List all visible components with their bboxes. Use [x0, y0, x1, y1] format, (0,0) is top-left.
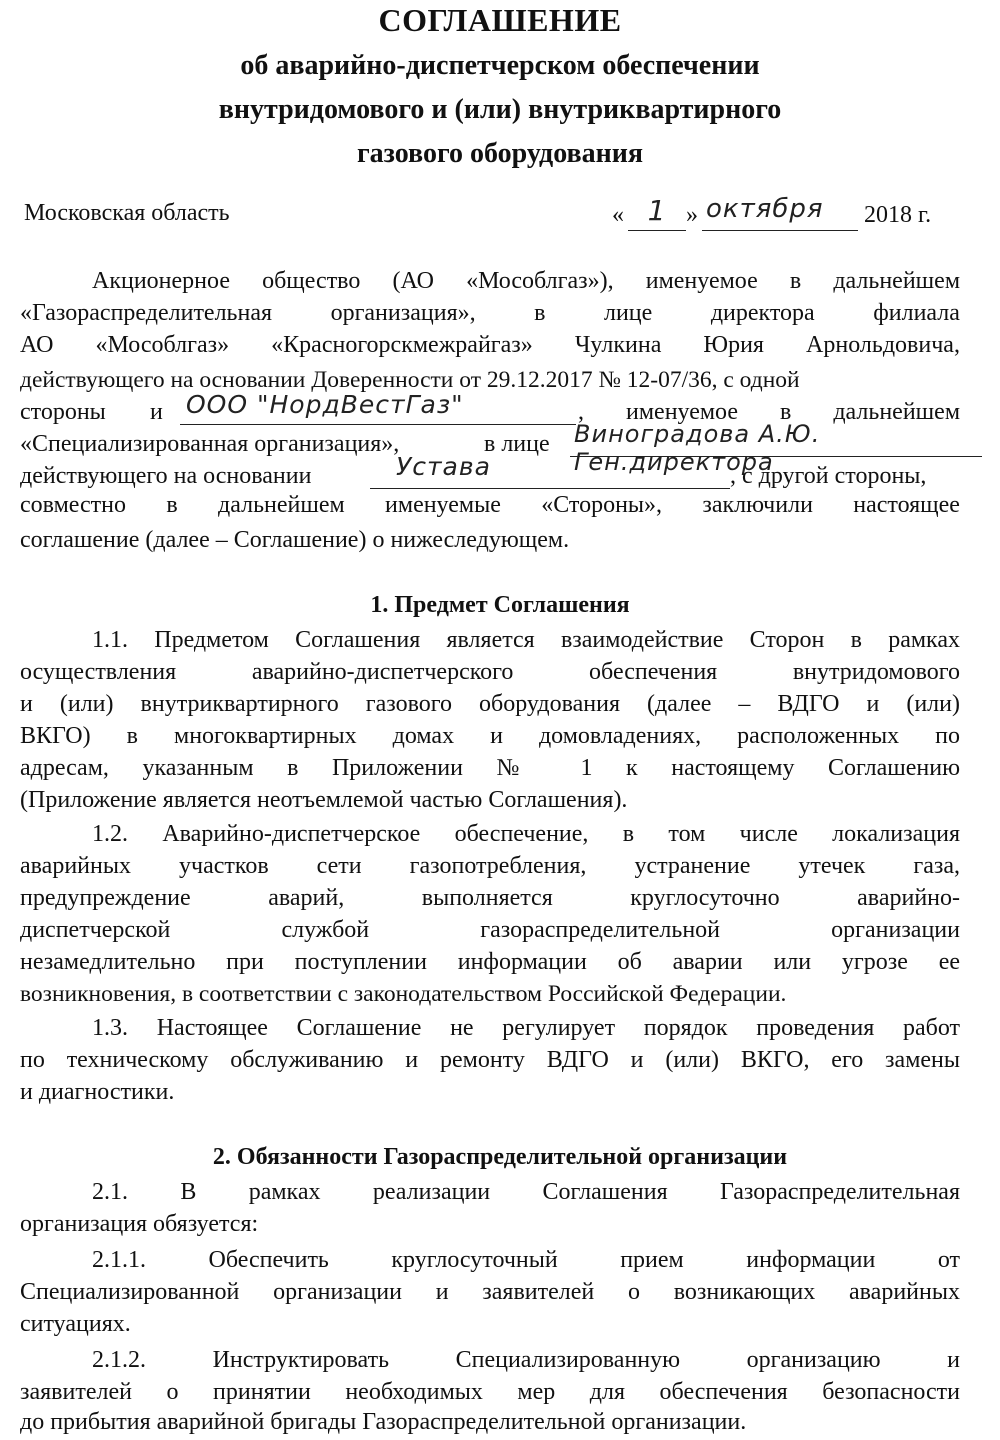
date-close-quote: » — [686, 202, 698, 228]
word: , именуемое в дальнейшем — [578, 399, 960, 425]
preamble-line-1 — [92, 268, 960, 300]
preamble-line-3 — [20, 332, 960, 364]
clause-1-3-line: по техническому обслуживанию и ремонту ВДГО и (или) ВКГО, его замены — [20, 1047, 960, 1073]
date-day-handwritten: 1 — [647, 194, 667, 227]
clause-2-1-1-line-last: ситуациях. — [20, 1311, 131, 1337]
clause-2-1-2-line-last: до прибытия аварийной бригады Газораспределительной организации. — [20, 1409, 747, 1435]
word: заключили — [702, 492, 813, 518]
word: именуемые — [385, 492, 501, 518]
word: дальнейшем — [833, 268, 960, 294]
clause-2-1-2-line: заявителей о принятии необходимых мер для обеспечения безопасности — [20, 1379, 960, 1405]
preamble-in-person: в лице — [484, 431, 550, 457]
clause-1-2-line-last: возникновения, в соответствии с законодательством Российской Федерации. — [20, 981, 787, 1007]
clause-1-2-line: диспетчерской службой газораспределительной организации — [20, 917, 960, 943]
clause-1-1-line: адресам, указанным в Приложении № 1 к настоящему Соглашению — [20, 755, 960, 781]
word: «Красногорскмежрайгаз» — [271, 332, 533, 358]
date-year: 2018 г. — [864, 202, 932, 228]
document-title: СОГЛАШЕНИЕ — [378, 2, 622, 38]
clause-2-1-1-line: Специализированной организации и заявителей о возникающих аварийных — [20, 1279, 960, 1305]
handwritten-org-name: ООО "НордВестГаз" — [186, 390, 464, 419]
word: филиала — [873, 300, 960, 326]
word: «Мособлгаз» — [95, 332, 230, 358]
subtitle-line-1: об аварийно-диспетчерском обеспечении — [240, 50, 760, 81]
word: в — [166, 492, 178, 518]
date-month-underline — [702, 230, 858, 231]
basis-underline — [370, 488, 730, 489]
subtitle-line-3: газового оборудования — [356, 138, 644, 169]
word: совместно — [20, 492, 126, 518]
clause-1-1-line-last: (Приложение является неотъемлемой частью Соглашения). — [20, 787, 628, 813]
preamble-line-7-start: действующего на основании — [20, 463, 312, 489]
clause-2-1-line-last: организация обязуется: — [20, 1211, 259, 1237]
clause-2-1-2-line: 2.1.2. Инструктировать Специализированную организацию и — [92, 1347, 960, 1373]
handwritten-representative: Виноградова А.Ю. Ген.директора — [574, 420, 821, 476]
word: организация», — [330, 300, 476, 326]
clause-1-2-line: 1.2. Аварийно-диспетчерское обеспечение, в том числе локализация — [92, 821, 960, 847]
clause-1-2-line: предупреждение аварий, выполняется круглосуточно аварийно- — [20, 885, 960, 911]
word: дальнейшем — [218, 492, 345, 518]
date-month-handwritten: октября — [706, 194, 824, 224]
clause-1-1-line: осуществления аварийно-диспетчерского обеспечения внутридомового — [20, 659, 960, 685]
word: Арнольдовича, — [806, 332, 960, 358]
preamble-line-7-end: , с другой стороны, — [730, 463, 927, 489]
preamble-line-5-start — [20, 396, 106, 428]
word: в — [789, 268, 802, 294]
word: «Мособлгаз»), — [466, 268, 614, 294]
word: «Стороны», — [541, 492, 663, 518]
word: Юрия — [703, 332, 764, 358]
preamble-line-9: соглашение (далее – Соглашение) о нижеследующем. — [20, 527, 570, 553]
handwritten-basis-document: Устава — [396, 452, 491, 481]
clause-2-1-1-line: 2.1.1. Обеспечить круглосуточный прием информации от — [92, 1247, 960, 1273]
word: Чулкина — [574, 332, 662, 358]
clause-2-1-line: 2.1. В рамках реализации Соглашения Газораспределительная — [92, 1179, 960, 1205]
word: настоящее — [853, 492, 960, 518]
section-1-heading: 1. Предмет Соглашения — [370, 592, 630, 618]
place-of-signing: Московская область — [24, 200, 230, 226]
date-day-underline — [628, 230, 686, 231]
signing-date — [612, 194, 982, 238]
word: директора — [710, 300, 815, 326]
org-name-underline — [180, 424, 576, 425]
word: именуемое — [645, 268, 758, 294]
section-2-heading: 2. Обязанности Газораспределительной организации — [212, 1144, 788, 1170]
representative-underline — [570, 456, 982, 457]
date-open-quote: « — [612, 202, 624, 228]
word: Акционерное — [92, 268, 230, 294]
word: лице — [603, 300, 653, 326]
word: АО — [20, 332, 54, 358]
clause-1-1-line: 1.1. Предметом Соглашения является взаимодействие Сторон в рамках — [92, 627, 960, 653]
preamble-line-8 — [20, 492, 960, 524]
preamble-line-6-start: «Специализированная организация», — [20, 431, 400, 457]
word: (АО — [392, 268, 434, 294]
clause-1-3-line: 1.3. Настоящее Соглашение не регулирует порядок проведения работ — [92, 1015, 960, 1041]
word: в — [534, 300, 546, 326]
clause-1-2-line: аварийных участков сети газопотребления, устранение утечек газа, — [20, 853, 960, 879]
preamble-and: и — [150, 399, 163, 425]
word: общество — [262, 268, 361, 294]
preamble-line-2 — [20, 300, 960, 332]
clause-1-3-line-last: и диагностики. — [20, 1079, 175, 1105]
clause-1-1-line: ВКГО) в многоквартирных домах и домовладениях, расположенных по — [20, 723, 960, 749]
subtitle-line-2: внутридомового и (или) внутриквартирного — [218, 94, 782, 125]
clause-1-2-line: незамедлительно при поступлении информации об аварии или угрозе ее — [20, 949, 960, 975]
word: «Газораспределительная — [20, 300, 273, 326]
clause-1-1-line: и (или) внутриквартирного газового оборудования (далее – ВДГО и (или) — [20, 691, 960, 717]
preamble-line-4: действующего на основании Доверенности от 29.12.2017 № 12-07/36, с одной — [20, 367, 800, 393]
word: стороны — [20, 399, 106, 425]
